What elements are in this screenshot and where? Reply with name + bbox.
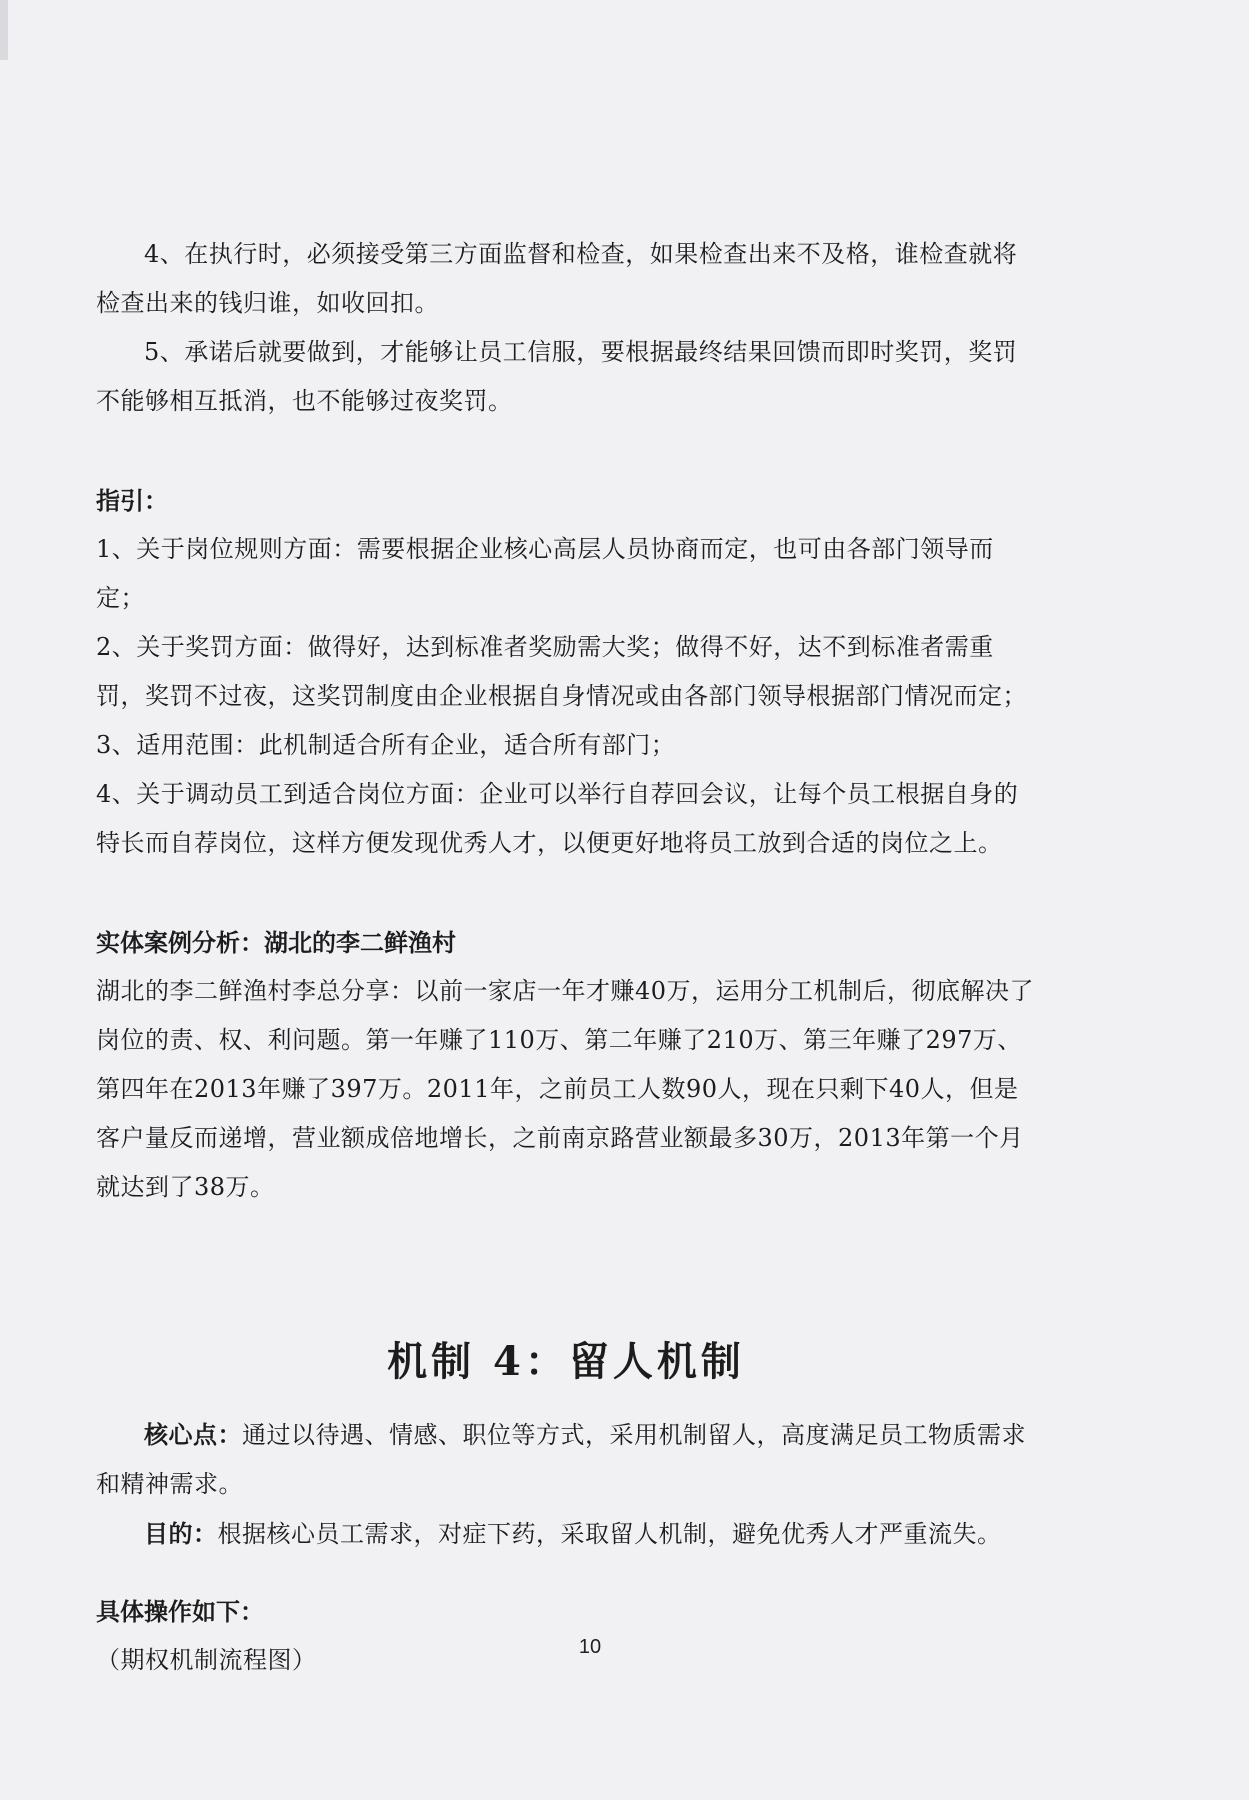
core-point-label: 核心点： (144, 1420, 242, 1449)
operations-heading: 具体操作如下： (96, 1597, 264, 1626)
guide-item-1: 1、关于岗位规则方面：需要根据企业核心高层人员协商而定，也可由各部门领导而定； (96, 535, 994, 612)
paragraph-item-4: 4、在执行时，必须接受第三方面监督和检查，如果检查出来不及格，谁检查就将检查出来的钱归谁，如收回扣。 (96, 240, 1018, 317)
guide-item-2: 2、关于奖罚方面：做得好，达到标准者奖励需大奖；做得不好，达不到标准者需重罚，奖罚不过夜，这奖罚制度由企业根据自身情况或由各部门领导根据部门情况而定； (96, 633, 1027, 710)
operations-note: （期权机制流程图） (96, 1646, 317, 1674)
core-point-text: 通过以待遇、情感、职位等方式，采用机制留人，高度满足员工物质需求和精神需求。 (96, 1421, 1026, 1498)
page-number: 10 (578, 1636, 602, 1658)
goal-text: 根据核心员工需求，对症下药，采取留人机制，避免优秀人才严重流失。 (217, 1520, 1002, 1548)
case-body: 湖北的李二鲜渔村李总分享：以前一家店一年才赚40万，运用分工机制后，彻底解决了岗位的责、权、利问题。第一年赚了110万、第二年赚了210万、第三年赚了297万、第四年在2013年赚了397万。2011年，之前员工人数90人，现在只剩下40人，但是客户量反而递增，营业额成倍地增长，之前南京路营业额最多30万，2013年第一个月就达到了38万。 (96, 977, 1035, 1201)
goal-label: 目的： (144, 1519, 218, 1548)
paragraph-item-5: 5、承诺后就要做到，才能够让员工信服，要根据最终结果回馈而即时奖罚，奖罚不能够相互抵消，也不能够过夜奖罚。 (96, 338, 1018, 415)
goal-paragraph (96, 1509, 1036, 1559)
guide-item-4: 4、关于调动员工到适合岗位方面：企业可以举行自荐回会议，让每个员工根据自身的特长而自荐岗位，这样方便发现优秀人才，以便更好地将员工放到合适的岗位之上。 (96, 780, 1019, 857)
case-heading: 实体案例分析：湖北的李二鲜渔村 (96, 928, 456, 957)
mechanism-title: 机制 4：留人机制 (387, 1338, 745, 1385)
core-point-paragraph (96, 1410, 1036, 1509)
scan-edge (0, 0, 8, 60)
page-content (96, 230, 1036, 1685)
guide-item-3: 3、适用范围：此机制适合所有企业，适合所有部门； (96, 731, 676, 759)
guide-heading: 指引： (96, 486, 168, 515)
